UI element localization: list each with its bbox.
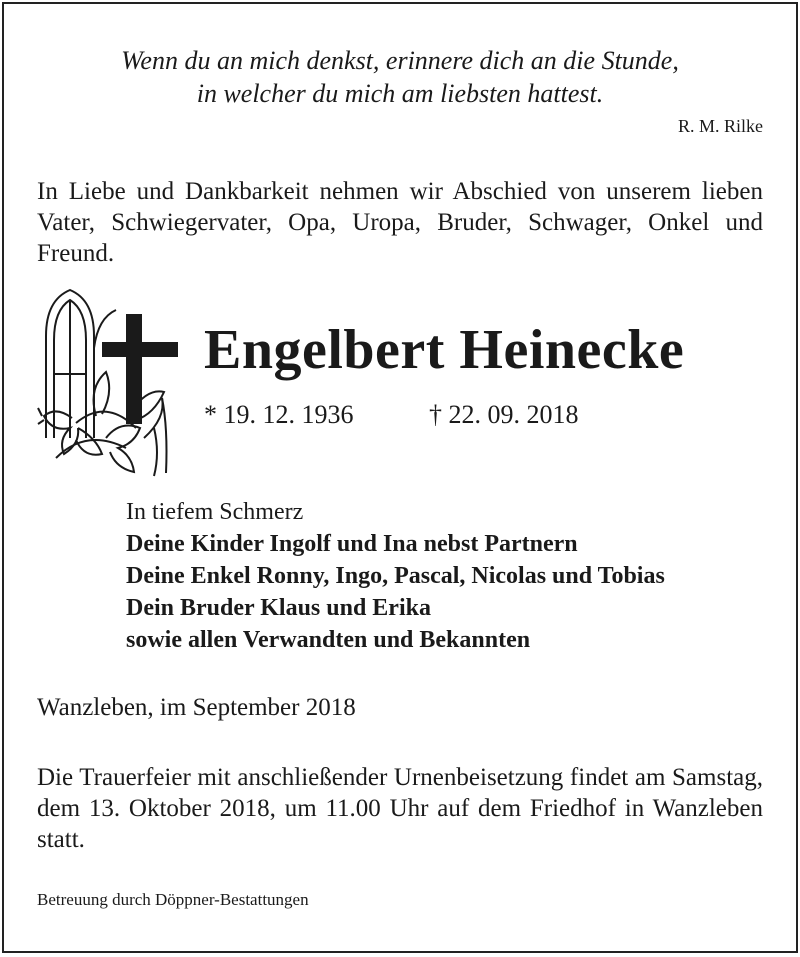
poem-quote: [4, 44, 796, 110]
mourner-line: Deine Kinder Ingolf und Ina nebst Partnern: [126, 531, 578, 557]
mourner-line: Deine Enkel Ronny, Ingo, Pascal, Nicolas und Tobias: [126, 563, 665, 589]
mourner-line: sowie allen Verwandten und Bekannten: [126, 627, 531, 653]
intro-text: In Liebe und Dankbarkeit nehmen wir Abschied von unserem lieben Vater, Schwiegervater, Opa, Uropa, Bruder, Schwager, Onkel und Freund.: [37, 178, 763, 267]
ceremony-details: Die Trauerfeier mit anschließender Urnenbeisetzung findet am Samstag, dem 13. Oktober 2018, um 11.00 Uhr auf dem Friedhof in Wanzleben statt.: [37, 764, 763, 853]
quote-author: R. M. Rilke: [677, 116, 763, 136]
death-date: † 22. 09. 2018: [429, 400, 579, 429]
obituary-notice: [2, 2, 798, 953]
undertaker-credit: Betreuung durch Döppner-Bestattungen: [37, 890, 309, 909]
mourning-phrase: In tiefem Schmerz: [126, 499, 304, 525]
quote-line: Wenn du an mich denkst, erinnere dich an die Stunde,: [121, 46, 679, 75]
quote-line: in welcher du mich am liebsten hattest.: [196, 79, 604, 108]
birth-date: * 19. 12. 1936: [204, 400, 354, 429]
deceased-name: Engelbert Heinecke: [204, 319, 685, 381]
mourners-list: [126, 496, 665, 656]
cross-with-lilies-icon: [36, 288, 178, 480]
place-and-date: Wanzleben, im September 2018: [37, 694, 356, 721]
mourner-line: Dein Bruder Klaus und Erika: [126, 595, 431, 621]
